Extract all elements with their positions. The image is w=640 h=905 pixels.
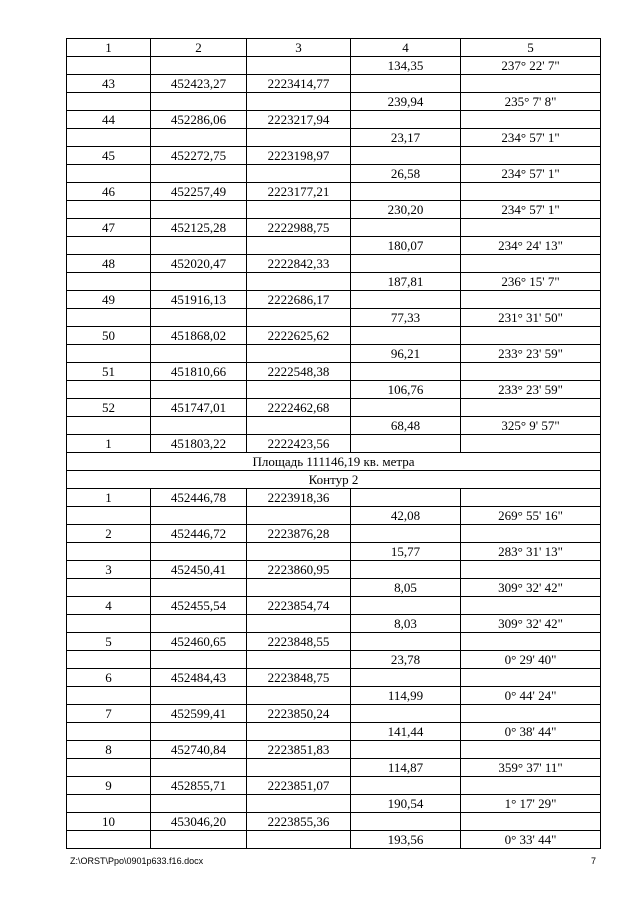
segment-row [67,507,601,525]
direction-angle-cell: 234° 57' 1" [461,165,601,183]
point-row [67,291,601,309]
x-coordinate-cell: 451916,13 [151,291,247,309]
point-row [67,183,601,201]
point-number-cell: 9 [67,777,151,795]
empty-cell [67,129,151,147]
empty-cell [461,363,601,381]
y-coordinate-cell: 2223855,36 [247,813,351,831]
segment-row [67,93,601,111]
y-coordinate-cell: 2223918,36 [247,489,351,507]
x-coordinate-cell: 452484,43 [151,669,247,687]
segment-row [67,687,601,705]
direction-angle-cell: 234° 57' 1" [461,201,601,219]
x-coordinate-cell: 452460,65 [151,633,247,651]
segment-row [67,615,601,633]
segment-length-cell: 96,21 [351,345,461,363]
point-row [67,219,601,237]
segment-row [67,165,601,183]
caption-row [67,471,601,489]
empty-cell [151,165,247,183]
empty-cell [461,435,601,453]
empty-cell [461,111,601,129]
empty-cell [461,561,601,579]
point-row [67,75,601,93]
empty-cell [151,201,247,219]
empty-cell [247,201,351,219]
empty-cell [461,255,601,273]
segment-length-cell: 180,07 [351,237,461,255]
empty-cell [247,237,351,255]
y-coordinate-cell: 2223198,97 [247,147,351,165]
coordinates-table-body [67,39,601,849]
empty-cell [351,525,461,543]
segment-length-cell: 8,05 [351,579,461,597]
empty-cell [151,831,247,849]
empty-cell [351,111,461,129]
y-coordinate-cell: 2223850,24 [247,705,351,723]
empty-cell [67,237,151,255]
direction-angle-cell: 234° 24' 13" [461,237,601,255]
y-coordinate-cell: 2222423,56 [247,435,351,453]
point-number-cell: 44 [67,111,151,129]
direction-angle-cell: 233° 23' 59" [461,345,601,363]
empty-cell [247,795,351,813]
x-coordinate-cell: 451868,02 [151,327,247,345]
empty-cell [151,129,247,147]
segment-row [67,381,601,399]
point-row [67,111,601,129]
y-coordinate-cell: 2223414,77 [247,75,351,93]
empty-cell [461,525,601,543]
empty-cell [461,147,601,165]
empty-cell [351,489,461,507]
empty-cell [461,597,601,615]
direction-angle-cell: 0° 44' 24" [461,687,601,705]
segment-length-cell: 114,87 [351,759,461,777]
direction-angle-cell: 309° 32' 42" [461,615,601,633]
segment-row [67,57,601,75]
empty-cell [247,759,351,777]
segment-row [67,543,601,561]
empty-cell [461,219,601,237]
segment-row [67,795,601,813]
empty-cell [351,633,461,651]
y-coordinate-cell: 2222686,17 [247,291,351,309]
point-row [67,669,601,687]
y-coordinate-cell: 2223860,95 [247,561,351,579]
y-coordinate-cell: 2223848,55 [247,633,351,651]
point-number-cell: 45 [67,147,151,165]
empty-cell [461,183,601,201]
empty-cell [67,165,151,183]
empty-cell [247,381,351,399]
empty-cell [151,615,247,633]
direction-angle-cell: 283° 31' 13" [461,543,601,561]
point-number-cell: 50 [67,327,151,345]
empty-cell [67,543,151,561]
empty-cell [461,669,601,687]
segment-length-cell: 77,33 [351,309,461,327]
empty-cell [67,93,151,111]
x-coordinate-cell: 452855,71 [151,777,247,795]
empty-cell [67,723,151,741]
empty-cell [67,759,151,777]
point-number-cell: 47 [67,219,151,237]
empty-cell [247,417,351,435]
direction-angle-cell: 309° 32' 42" [461,579,601,597]
point-number-cell: 4 [67,597,151,615]
point-number-cell: 2 [67,525,151,543]
empty-cell [461,75,601,93]
point-row [67,777,601,795]
segment-length-cell: 134,35 [351,57,461,75]
empty-cell [247,507,351,525]
point-row [67,633,601,651]
point-number-cell: 6 [67,669,151,687]
empty-cell [67,579,151,597]
segment-length-cell: 26,58 [351,165,461,183]
point-row [67,705,601,723]
segment-length-cell: 193,56 [351,831,461,849]
y-coordinate-cell: 2223851,83 [247,741,351,759]
direction-angle-cell: 0° 29' 40" [461,651,601,669]
point-row [67,741,601,759]
segment-length-cell: 190,54 [351,795,461,813]
y-coordinate-cell: 2223848,75 [247,669,351,687]
x-coordinate-cell: 452450,41 [151,561,247,579]
empty-cell [151,381,247,399]
header-row [67,39,601,57]
empty-cell [461,489,601,507]
empty-cell [351,741,461,759]
header-cell-5: 5 [461,39,601,57]
direction-angle-cell: 0° 38' 44" [461,723,601,741]
segment-length-cell: 239,94 [351,93,461,111]
footer-file-path: Z:\ORST\Ppo\0901p633.f16.docx [70,856,204,866]
empty-cell [151,507,247,525]
y-coordinate-cell: 2222842,33 [247,255,351,273]
point-number-cell: 3 [67,561,151,579]
empty-cell [247,831,351,849]
empty-cell [247,345,351,363]
segment-row [67,579,601,597]
empty-cell [247,309,351,327]
y-coordinate-cell: 2222625,62 [247,327,351,345]
coordinates-table [66,38,601,849]
point-row [67,525,601,543]
empty-cell [247,687,351,705]
empty-cell [151,93,247,111]
segment-row [67,345,601,363]
point-number-cell: 5 [67,633,151,651]
empty-cell [151,309,247,327]
x-coordinate-cell: 452286,06 [151,111,247,129]
empty-cell [351,147,461,165]
point-row [67,363,601,381]
header-cell-3: 3 [247,39,351,57]
x-coordinate-cell: 452272,75 [151,147,247,165]
caption-cell: Контур 2 [67,471,601,489]
empty-cell [151,579,247,597]
direction-angle-cell: 269° 55' 16" [461,507,601,525]
point-row [67,813,601,831]
empty-cell [247,93,351,111]
segment-length-cell: 187,81 [351,273,461,291]
empty-cell [67,417,151,435]
empty-cell [67,57,151,75]
x-coordinate-cell: 452423,27 [151,75,247,93]
empty-cell [151,543,247,561]
segment-row [67,309,601,327]
point-number-cell: 52 [67,399,151,417]
y-coordinate-cell: 2223217,94 [247,111,351,129]
empty-cell [67,831,151,849]
segment-length-cell: 141,44 [351,723,461,741]
x-coordinate-cell: 452257,49 [151,183,247,201]
segment-row [67,201,601,219]
caption-row [67,453,601,471]
empty-cell [351,705,461,723]
empty-cell [351,327,461,345]
empty-cell [247,651,351,669]
empty-cell [351,255,461,273]
segment-length-cell: 106,76 [351,381,461,399]
segment-row [67,831,601,849]
direction-angle-cell: 0° 33' 44" [461,831,601,849]
empty-cell [351,219,461,237]
empty-cell [67,795,151,813]
empty-cell [247,543,351,561]
point-row [67,255,601,273]
empty-cell [247,57,351,75]
empty-cell [151,345,247,363]
y-coordinate-cell: 2223851,07 [247,777,351,795]
empty-cell [351,561,461,579]
empty-cell [461,327,601,345]
segment-length-cell: 42,08 [351,507,461,525]
x-coordinate-cell: 451803,22 [151,435,247,453]
segment-length-cell: 23,17 [351,129,461,147]
point-row [67,597,601,615]
caption-cell: Площадь 111146,19 кв. метра [67,453,601,471]
empty-cell [67,381,151,399]
x-coordinate-cell: 452446,78 [151,489,247,507]
segment-length-cell: 15,77 [351,543,461,561]
empty-cell [67,687,151,705]
x-coordinate-cell: 451747,01 [151,399,247,417]
y-coordinate-cell: 2223854,74 [247,597,351,615]
point-row [67,327,601,345]
point-number-cell: 10 [67,813,151,831]
empty-cell [247,615,351,633]
header-cell-1: 1 [67,39,151,57]
segment-length-cell: 230,20 [351,201,461,219]
x-coordinate-cell: 452446,72 [151,525,247,543]
header-cell-4: 4 [351,39,461,57]
point-number-cell: 1 [67,435,151,453]
y-coordinate-cell: 2223876,28 [247,525,351,543]
x-coordinate-cell: 453046,20 [151,813,247,831]
x-coordinate-cell: 452740,84 [151,741,247,759]
segment-length-cell: 8,03 [351,615,461,633]
x-coordinate-cell: 452455,54 [151,597,247,615]
empty-cell [351,669,461,687]
empty-cell [247,723,351,741]
direction-angle-cell: 1° 17' 29" [461,795,601,813]
segment-row [67,417,601,435]
point-number-cell: 7 [67,705,151,723]
direction-angle-cell: 233° 23' 59" [461,381,601,399]
empty-cell [151,237,247,255]
x-coordinate-cell: 452020,47 [151,255,247,273]
segment-row [67,759,601,777]
empty-cell [351,813,461,831]
empty-cell [67,201,151,219]
direction-angle-cell: 359° 37' 11" [461,759,601,777]
segment-row [67,651,601,669]
point-row [67,399,601,417]
segment-length-cell: 23,78 [351,651,461,669]
point-row [67,147,601,165]
empty-cell [461,813,601,831]
empty-cell [67,507,151,525]
segment-length-cell: 68,48 [351,417,461,435]
empty-cell [151,723,247,741]
empty-cell [461,741,601,759]
empty-cell [151,57,247,75]
empty-cell [461,399,601,417]
x-coordinate-cell: 451810,66 [151,363,247,381]
empty-cell [151,687,247,705]
point-number-cell: 46 [67,183,151,201]
y-coordinate-cell: 2222988,75 [247,219,351,237]
segment-row [67,129,601,147]
direction-angle-cell: 325° 9' 57" [461,417,601,435]
x-coordinate-cell: 452599,41 [151,705,247,723]
empty-cell [351,183,461,201]
empty-cell [461,633,601,651]
empty-cell [67,309,151,327]
direction-angle-cell: 235° 7' 8" [461,93,601,111]
point-row [67,489,601,507]
header-cell-2: 2 [151,39,247,57]
empty-cell [151,759,247,777]
direction-angle-cell: 234° 57' 1" [461,129,601,147]
direction-angle-cell: 237° 22' 7" [461,57,601,75]
empty-cell [67,651,151,669]
y-coordinate-cell: 2223177,21 [247,183,351,201]
empty-cell [351,435,461,453]
x-coordinate-cell: 452125,28 [151,219,247,237]
point-number-cell: 51 [67,363,151,381]
empty-cell [247,273,351,291]
empty-cell [247,579,351,597]
segment-row [67,723,601,741]
empty-cell [461,705,601,723]
point-number-cell: 43 [67,75,151,93]
segment-row [67,237,601,255]
y-coordinate-cell: 2222462,68 [247,399,351,417]
empty-cell [461,777,601,795]
empty-cell [151,795,247,813]
empty-cell [151,417,247,435]
empty-cell [247,129,351,147]
empty-cell [461,291,601,309]
y-coordinate-cell: 2222548,38 [247,363,351,381]
empty-cell [351,777,461,795]
point-row [67,435,601,453]
empty-cell [67,615,151,633]
empty-cell [67,273,151,291]
empty-cell [247,165,351,183]
empty-cell [351,363,461,381]
empty-cell [67,345,151,363]
point-number-cell: 1 [67,489,151,507]
segment-length-cell: 114,99 [351,687,461,705]
footer-page-number: 7 [591,856,597,866]
direction-angle-cell: 236° 15' 7" [461,273,601,291]
empty-cell [151,651,247,669]
direction-angle-cell: 231° 31' 50" [461,309,601,327]
point-number-cell: 49 [67,291,151,309]
empty-cell [351,597,461,615]
empty-cell [351,399,461,417]
empty-cell [151,273,247,291]
point-row [67,561,601,579]
empty-cell [351,291,461,309]
point-number-cell: 8 [67,741,151,759]
segment-row [67,273,601,291]
empty-cell [351,75,461,93]
point-number-cell: 48 [67,255,151,273]
